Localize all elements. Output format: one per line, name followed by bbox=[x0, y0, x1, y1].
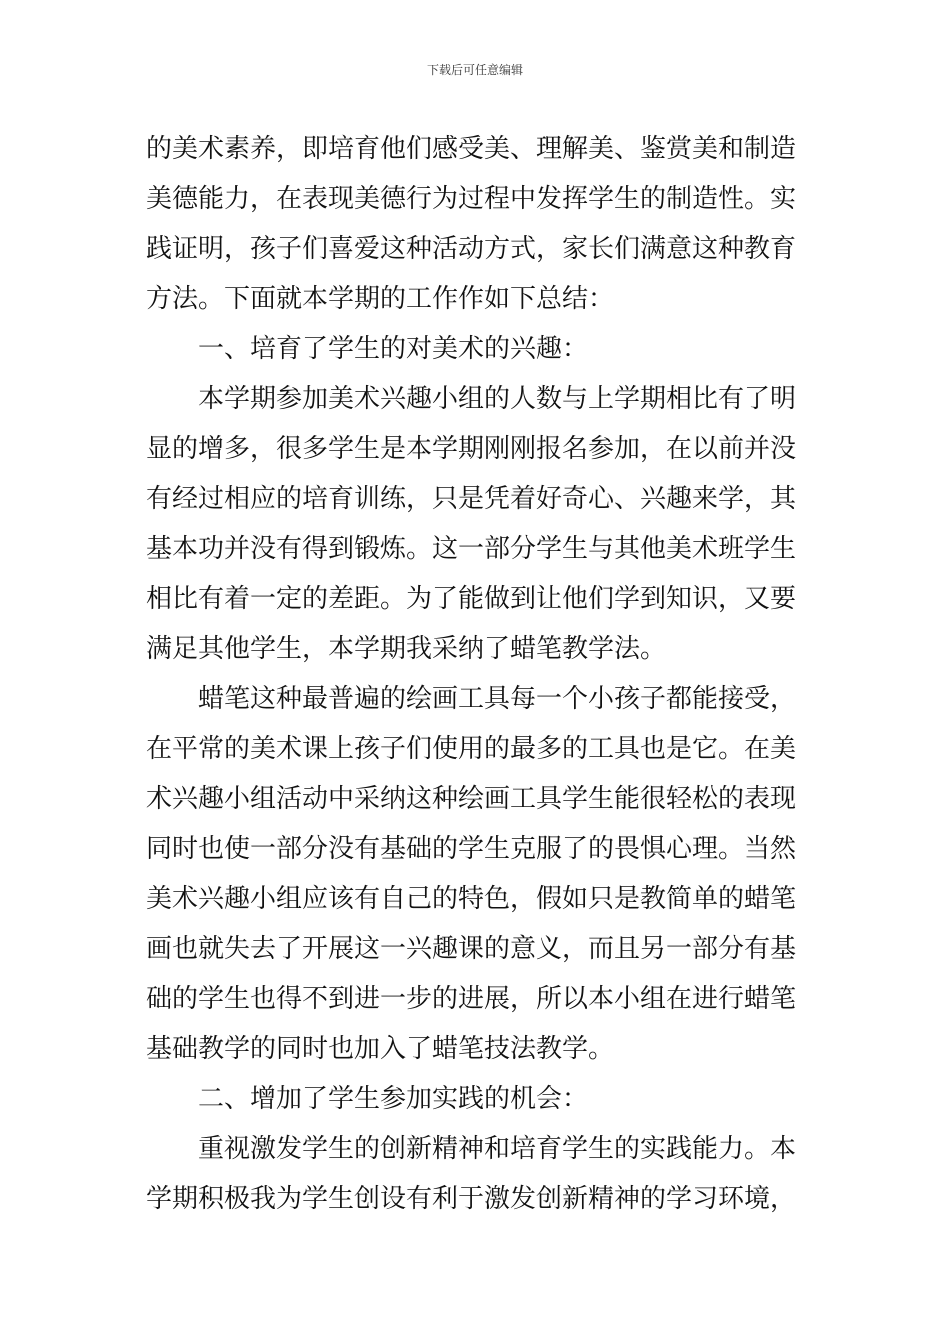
text-line: 同时也使一部分没有基础的学生克服了的畏惧心理。当然 bbox=[146, 834, 797, 864]
text-line: 美德能力，在表现美德行为过程中发挥学生的制造性。实 bbox=[146, 184, 797, 214]
paragraph-start-line: 蜡笔这种最普遍的绘画工具每一个小孩子都能接受， bbox=[198, 684, 797, 714]
text-line: 有经过相应的培育训练，只是凭着好奇心、兴趣来学，其 bbox=[146, 484, 797, 514]
text-line: 方法。下面就本学期的工作作如下总结： bbox=[146, 284, 615, 314]
section-heading: 二、增加了学生参加实践的机会： bbox=[198, 1084, 589, 1114]
text-line: 画也就失去了开展这一兴趣课的意义，而且另一部分有基 bbox=[146, 934, 797, 964]
text-line: 显的增多，很多学生是本学期刚刚报名参加，在以前并没 bbox=[146, 434, 797, 464]
text-line: 础的学生也得不到进一步的进展，所以本小组在进行蜡笔 bbox=[146, 984, 797, 1014]
text-line: 基本功并没有得到锻炼。这一部分学生与其他美术班学生 bbox=[146, 534, 797, 564]
section-heading: 一、培育了学生的对美术的兴趣： bbox=[198, 334, 589, 364]
text-line: 基础教学的同时也加入了蜡笔技法教学。 bbox=[146, 1034, 615, 1064]
text-line: 学期积极我为学生创设有利于激发创新精神的学习环境， bbox=[146, 1184, 797, 1214]
text-line: 术兴趣小组活动中采纳这种绘画工具学生能很轻松的表现 bbox=[146, 784, 797, 814]
text-line: 美术兴趣小组应该有自己的特色，假如只是教简单的蜡笔 bbox=[146, 884, 797, 914]
paragraph-start-line: 本学期参加美术兴趣小组的人数与上学期相比有了明 bbox=[198, 384, 797, 414]
document-body bbox=[146, 124, 806, 1224]
text-line: 在平常的美术课上孩子们使用的最多的工具也是它。在美 bbox=[146, 734, 797, 764]
text-line: 的美术素养，即培育他们感受美、理解美、鉴赏美和制造 bbox=[146, 134, 797, 164]
text-line: 践证明，孩子们喜爱这种活动方式，家长们满意这种教育 bbox=[146, 234, 797, 264]
text-line: 相比有着一定的差距。为了能做到让他们学到知识，又要 bbox=[146, 584, 797, 614]
page-header: 下载后可任意编辑 bbox=[426, 63, 523, 77]
text-line: 满足其他学生，本学期我采纳了蜡笔教学法。 bbox=[146, 634, 667, 664]
paragraph-start-line: 重视激发学生的创新精神和培育学生的实践能力。本 bbox=[198, 1134, 797, 1164]
